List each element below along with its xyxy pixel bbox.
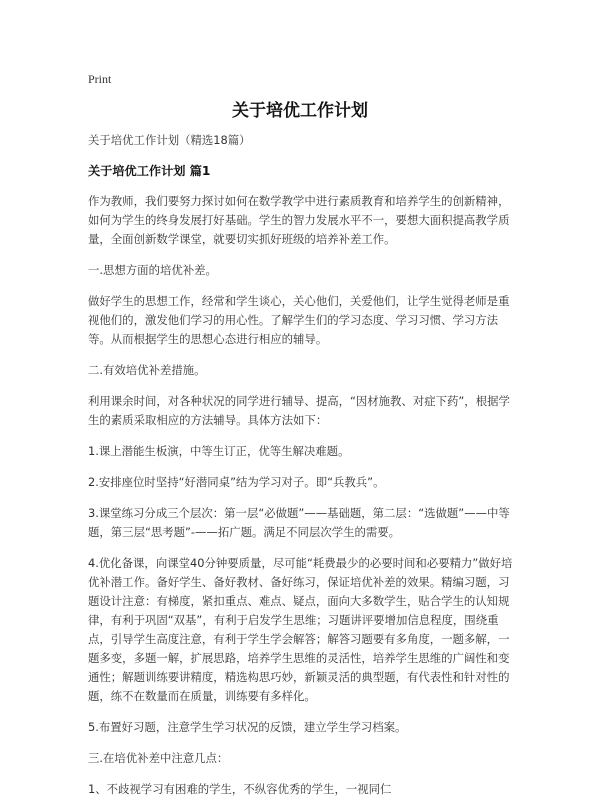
paragraph: 三.在培优补差中注意几点：: [88, 751, 229, 765]
paragraph: 4.优化备课，向课堂40分钟要质量，尽可能“耗费最少的必要时间和必要精力”做好培优补潜工作。备好学生、备好教材、备好练习，保证培优补差的效果。精编习题，习题设计注意：有梯度，紧扣重点、难点、疑点，面向大多数学生，贴合学生的认知规律，有利于巩固“双基”，有利于启发学生思维；习题讲评要增加信息程度，围绕重点，引导学生高度注意，有利于学生学会解答；解答习题要有多角度，一题多解，一题多变，多题一解，扩展思路，培养学生思维的灵活性，培养学生思维的广阔性和变通性；解题训练要讲精度，精选构思巧妙，新颖灵活的典型题，有代表性和针对性的题，练不在数量而在质量，训练要有多样化。: [88, 556, 513, 703]
print-link[interactable]: Print: [88, 72, 112, 86]
document-subtitle: 关于培优工作计划（精选18篇）: [88, 133, 251, 147]
paragraph: 作为教师，我们要努力探讨如何在数学教学中进行素质教育和培养学生的创新精神，如何为学生的终身发展打好基础。学生的智力发展水平不一，要想大面积提高教学质量，全面创新数学课堂，就要切实抓好班级的培养补差工作。: [88, 194, 510, 246]
paragraph: 5.布置好习题，注意学生学习状况的反馈，建立学生学习档案。: [88, 720, 407, 734]
paragraph: 二.有效培优补差措施。: [88, 363, 206, 377]
paragraph: 做好学生的思想工作，经常和学生谈心，关心他们，关爱他们，让学生觉得老师是重视他们的，激发他们学习的用心性。了解学生们的学习态度、学习习惯、学习方法等。从而根据学生的思想心态进行相应的辅导。: [88, 294, 510, 346]
document-body: [88, 131, 518, 811]
paragraph: 1.课上潜能生板演，中等生订正，优等生解决难题。: [88, 444, 350, 458]
paragraph: 1、不歧视学习有困难的学生，不纵容优秀的学生，一视同仁: [88, 782, 392, 796]
paragraph: 一.思想方面的培优补差。: [88, 263, 217, 277]
section-title: 关于培优工作计划 篇1: [88, 164, 211, 178]
paragraph: 2.安排座位时坚持“好潜同桌”结为学习对子。即“兵教兵”。: [88, 475, 385, 489]
paragraph: 利用课余时间，对各种状况的同学进行辅导、提高，“因材施教、对症下药”，根据学生的素质采取相应的方法辅导。具体方法如下：: [88, 394, 510, 427]
paragraph: 3.课堂练习分成三个层次：第一层“必做题”——基础题，第二层：“选做题”——中等题，第三层“思考题”-——拓广题。满足不同层次学生的需要。: [88, 506, 510, 539]
document-title: 关于培优工作计划: [232, 101, 368, 121]
